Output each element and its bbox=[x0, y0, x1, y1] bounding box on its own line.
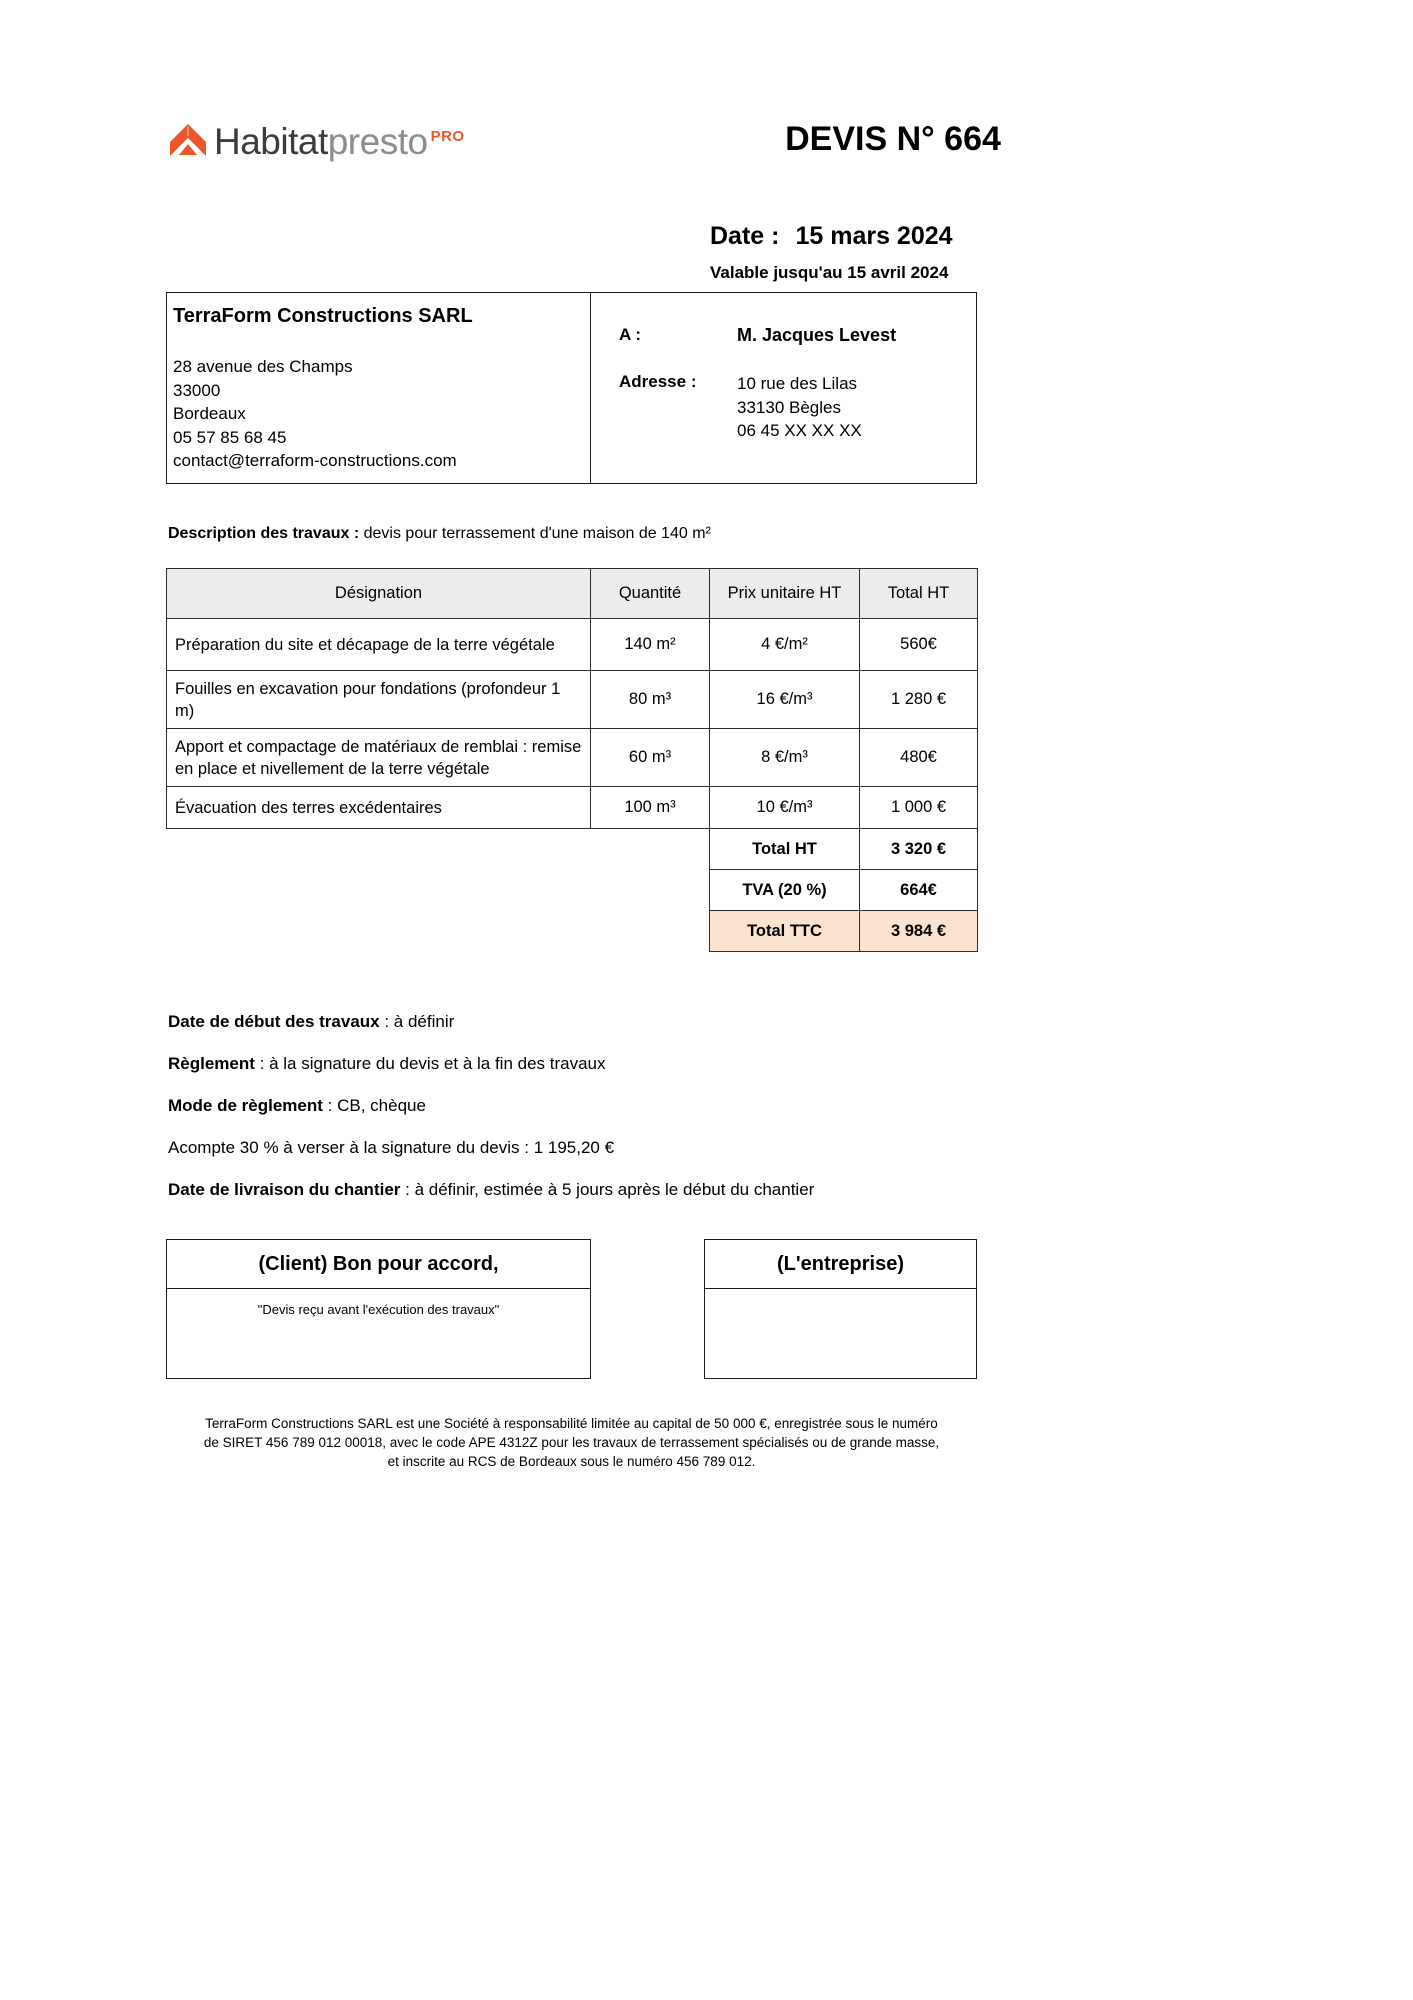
summary-label: Total TTC bbox=[710, 911, 860, 952]
date-label: Date : bbox=[710, 222, 780, 250]
summary-spacer bbox=[591, 911, 710, 952]
summary-value: 3 984 € bbox=[860, 911, 978, 952]
summary-value: 3 320 € bbox=[860, 829, 978, 870]
row-total: 480€ bbox=[860, 729, 978, 787]
company-address bbox=[173, 355, 590, 473]
row-designation: Évacuation des terres excédentaires bbox=[167, 787, 591, 829]
summary-value: 664€ bbox=[860, 870, 978, 911]
company-city: Bordeaux bbox=[173, 404, 246, 423]
company-postal-code: 33000 bbox=[173, 380, 221, 400]
row-total: 1 000 € bbox=[860, 787, 978, 829]
legal-footer bbox=[166, 1414, 977, 1471]
company-name: TerraForm Constructions SARL bbox=[173, 305, 473, 327]
summary-row-total-ttc bbox=[167, 911, 978, 952]
condition-label: Date de livraison du chantier bbox=[168, 1180, 401, 1199]
client-name-row bbox=[619, 325, 976, 346]
row-unit-price: 8 €/m³ bbox=[710, 729, 860, 787]
summary-label: TVA (20 %) bbox=[710, 870, 860, 911]
condition-payment-method bbox=[168, 1096, 1068, 1116]
summary-row-tva bbox=[167, 870, 978, 911]
client-name: M. Jacques Levest bbox=[737, 325, 897, 345]
table-row bbox=[167, 671, 978, 729]
company-signature-box[interactable] bbox=[704, 1239, 977, 1379]
logo-word-habitat: Habitat bbox=[214, 121, 328, 162]
summary-label: Total HT bbox=[710, 829, 860, 870]
company-email: contact@terraform-constructions.com bbox=[173, 451, 457, 470]
row-unit-price: 4 €/m² bbox=[710, 619, 860, 671]
company-block bbox=[167, 293, 591, 483]
client-city: 33130 Bègles bbox=[737, 397, 841, 417]
parties-box bbox=[166, 292, 977, 484]
footer-line-2: de SIRET 456 789 012 00018, avec le code APE 4312Z pour les travaux de terrassement spécialisés ou de grande masse, bbox=[203, 1435, 940, 1450]
page-title: DEVIS N° 664 bbox=[785, 120, 1001, 158]
row-designation: Apport et compactage de matériaux de remblai : remise en place et nivellement de la terre végétale bbox=[167, 729, 591, 787]
condition-text: : à la signature du devis et à la fin des travaux bbox=[254, 1054, 606, 1073]
client-address-value bbox=[737, 372, 862, 443]
condition-payment-terms bbox=[168, 1054, 1068, 1074]
client-block bbox=[591, 293, 976, 483]
header-unit-price: Prix unitaire HT bbox=[710, 569, 860, 619]
logo-wordmark bbox=[214, 123, 465, 160]
items-table bbox=[166, 568, 978, 952]
summary-row-total-ht bbox=[167, 829, 978, 870]
summary-spacer bbox=[167, 829, 591, 870]
works-description bbox=[168, 525, 711, 543]
condition-label: Règlement bbox=[168, 1054, 255, 1073]
client-street: 10 rue des Lilas bbox=[737, 374, 858, 393]
document-header bbox=[0, 108, 1413, 198]
client-address-row bbox=[619, 372, 976, 443]
client-to-label: A : bbox=[619, 325, 642, 344]
works-description-text: devis pour terrassement d'une maison de 140 m² bbox=[359, 525, 711, 542]
items-table-header-row bbox=[167, 569, 978, 619]
client-phone: 06 45 XX XX XX bbox=[737, 421, 862, 440]
summary-spacer bbox=[591, 829, 710, 870]
header-total-ht: Total HT bbox=[860, 569, 978, 619]
summary-spacer bbox=[167, 911, 591, 952]
condition-label: Mode de règlement bbox=[168, 1096, 323, 1115]
row-quantity: 100 m³ bbox=[591, 787, 710, 829]
row-total: 560€ bbox=[860, 619, 978, 671]
summary-spacer bbox=[591, 870, 710, 911]
company-phone: 05 57 85 68 45 bbox=[173, 427, 287, 447]
condition-text: Acompte 30 % à verser à la signature du devis : 1 195,20 € bbox=[168, 1138, 615, 1157]
house-chevron-icon bbox=[168, 122, 208, 160]
row-total: 1 280 € bbox=[860, 671, 978, 729]
footer-line-3: et inscrite au RCS de Bordeaux sous le numéro 456 789 012. bbox=[387, 1454, 756, 1469]
date-value: 15 mars 2024 bbox=[795, 222, 953, 250]
footer-line-1: TerraForm Constructions SARL est une Société à responsabilité limitée au capital de 50 000 €, enregistrée sous le numéro bbox=[205, 1416, 938, 1431]
items-table-body bbox=[167, 619, 978, 952]
conditions-section bbox=[168, 1012, 1068, 1222]
client-signature-title: (Client) Bon pour accord, bbox=[167, 1240, 590, 1289]
table-row bbox=[167, 619, 978, 671]
header-quantity: Quantité bbox=[591, 569, 710, 619]
condition-delivery-date bbox=[168, 1180, 1068, 1200]
logo-word-presto: presto bbox=[327, 121, 428, 162]
client-signature-note: "Devis reçu avant l'exécution des travaux" bbox=[257, 1302, 500, 1317]
summary-spacer bbox=[167, 870, 591, 911]
date-block bbox=[710, 222, 1270, 283]
quote-date-row bbox=[710, 222, 1270, 251]
company-street: 28 avenue des Champs bbox=[173, 357, 353, 376]
condition-deposit bbox=[168, 1138, 1068, 1158]
row-quantity: 140 m² bbox=[591, 619, 710, 671]
condition-text: : à définir, estimée à 5 jours après le début du chantier bbox=[400, 1180, 815, 1199]
row-quantity: 60 m³ bbox=[591, 729, 710, 787]
condition-label: Date de début des travaux bbox=[168, 1012, 380, 1031]
row-designation: Fouilles en excavation pour fondations (profondeur 1 m) bbox=[167, 671, 591, 729]
client-address-label: Adresse : bbox=[619, 372, 697, 391]
table-row bbox=[167, 787, 978, 829]
company-signature-title: (L'entreprise) bbox=[705, 1240, 976, 1289]
row-designation: Préparation du site et décapage de la terre végétale bbox=[167, 619, 591, 671]
row-quantity: 80 m³ bbox=[591, 671, 710, 729]
logo-pro-badge: PRO bbox=[430, 128, 465, 145]
habitatpresto-logo bbox=[168, 122, 465, 160]
header-designation: Désignation bbox=[167, 569, 591, 619]
row-unit-price: 16 €/m³ bbox=[710, 671, 860, 729]
items-table-head bbox=[167, 569, 978, 619]
works-description-label: Description des travaux : bbox=[168, 525, 360, 542]
condition-text: : à définir bbox=[379, 1012, 455, 1031]
validity-text: Valable jusqu'au 15 avril 2024 bbox=[710, 263, 949, 282]
condition-text: : CB, chèque bbox=[322, 1096, 426, 1115]
table-row bbox=[167, 729, 978, 787]
condition-start-date bbox=[168, 1012, 1068, 1032]
row-unit-price: 10 €/m³ bbox=[710, 787, 860, 829]
client-signature-box[interactable] bbox=[166, 1239, 591, 1379]
